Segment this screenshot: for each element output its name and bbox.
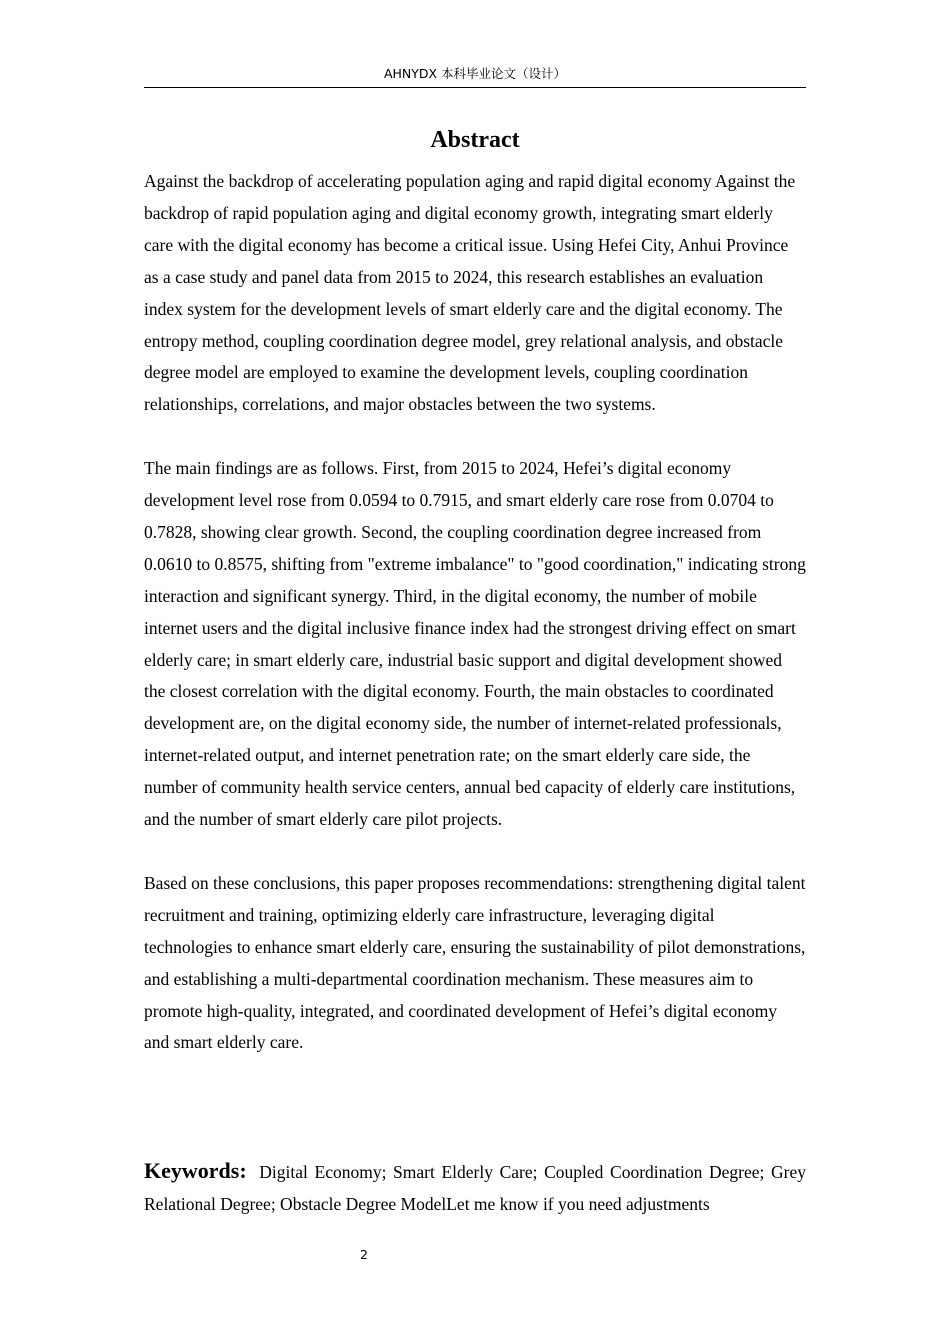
abstract-paragraph-background: Against the backdrop of accelerating population aging and rapid digital economy Against the backdrop of rapid population aging and digital economy growth, integrating smart elderly care with the digital economy has become a critical issue. Using Hefei City, Anhui Province as a case study and panel data from 2015 to 2024, this research establishes an evaluation index system for the development levels of smart elderly care and the digital economy. The entropy method, coupling coordination degree model, grey relational analysis, and obstacle degree model are employed to examine the development levels, coupling coordination relationships, correlations, and major obstacles between the two systems. <box>144 171 796 415</box>
keywords-label: Keywords: <box>144 1158 247 1183</box>
abstract-paragraph-findings: The main findings are as follows. First, from 2015 to 2024, Hefei’s digital economy development level rose from 0.0594 to 0.7915, and smart elderly care rose from 0.0704 to 0.7828, showing clear growth. Second, the coupling coordination degree increased from 0.0610 to 0.8575, shifting from "extreme imbalance" to "good coordination," indicating strong interaction and significant synergy. Third, in the digital economy, the number of mobile internet users and the digital inclusive finance index had the strongest driving effect on smart elderly care; in smart elderly care, industrial basic support and digital development showed the closest correlation with the digital economy. Fourth, the main obstacles to coordinated development are, on the digital economy side, the number of internet-related professionals, internet-related output, and internet penetration rate; on the smart elderly care side, the number of community health service centers, annual bed capacity of elderly care institutions, and the number of smart elderly care pilot projects. <box>144 458 806 830</box>
page-header: AHNYDX 本科毕业论文（设计） <box>383 66 567 81</box>
keywords-section <box>144 1155 806 1220</box>
page-number: 2 <box>360 1247 368 1262</box>
keywords-text: Digital Economy; Smart Elderly Care; Coupled Coordination Degree; Grey Relational Degree; Obstacle Degree ModelLet me know if you need adjustments <box>144 1162 806 1214</box>
abstract-title: Abstract <box>430 127 520 153</box>
abstract-body <box>144 166 806 1059</box>
abstract-paragraph-recommendations: Based on these conclusions, this paper proposes recommendations: strengthening digital talent recruitment and training, optimizing elderly care infrastructure, leveraging digital technologies to enhance smart elderly care, ensuring the sustainability of pilot demonstrations, and establishing a multi-departmental coordination mechanism. These measures aim to promote high-quality, integrated, and coordinated development of Hefei’s digital economy and smart elderly care. <box>144 872 806 1053</box>
header-rule <box>144 87 806 88</box>
